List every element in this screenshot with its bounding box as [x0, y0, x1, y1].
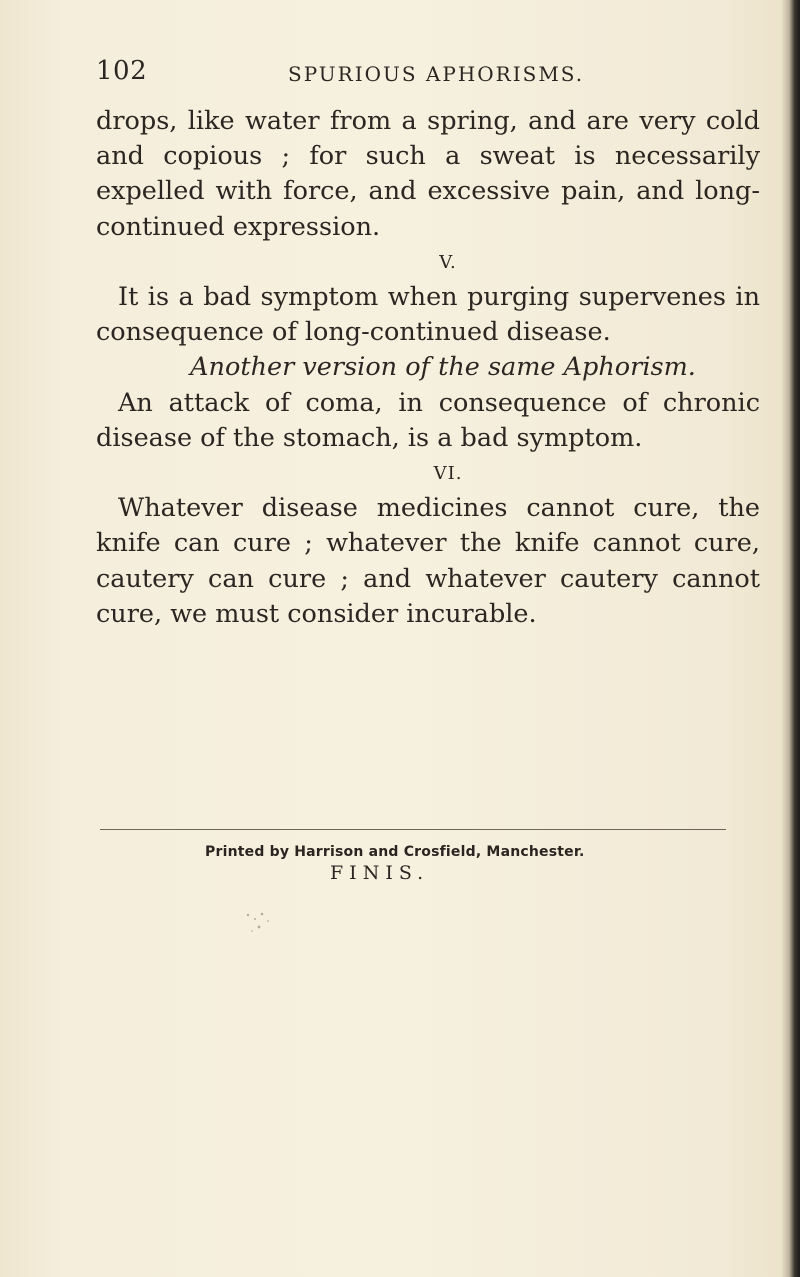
body-text — [96, 104, 760, 632]
section-number-vi: VI. — [433, 463, 463, 485]
ink-blot-icon — [240, 905, 280, 945]
running-head — [96, 56, 656, 92]
paragraph-vi: Whatever disease medicines cannot cure, the knife can cure ; whatever the knife cannot cure, cautery can cure ; and whatever cautery cannot cure, we must consider incurable. — [96, 493, 760, 629]
version-heading: Another version of the same Aphorism. — [190, 352, 696, 383]
page-edge-shadow — [782, 0, 800, 1277]
imprint-rule — [100, 829, 726, 830]
running-title: SPURIOUS APHORISMS. — [288, 62, 585, 86]
paragraph-version: An attack of coma, in consequence of chronic disease of the stomach, is a bad symptom. — [96, 387, 760, 453]
section-number-v: V. — [439, 251, 457, 273]
finis-heading: FINIS. — [330, 862, 430, 884]
paragraph-continued: drops, like water from a spring, and are very cold and copious ; for such a sweat is necessarily expelled with force, and excessive pain, and long-continued expression. — [96, 106, 760, 242]
paragraph-v: It is a bad symptom when purging supervenes in consequence of long-continued disease. — [96, 282, 760, 348]
printer-imprint: Printed by Harrison and Crosfield, Manchester. — [205, 844, 585, 860]
ink-blot-ornament — [240, 905, 280, 945]
page-number: 102 — [96, 56, 148, 86]
